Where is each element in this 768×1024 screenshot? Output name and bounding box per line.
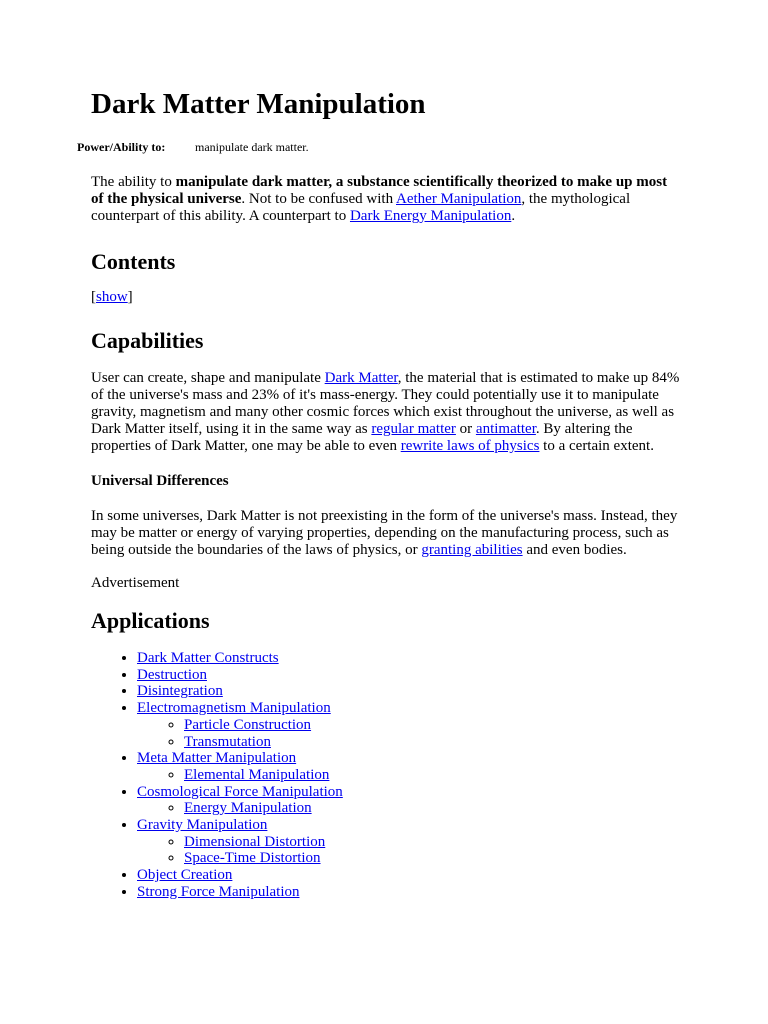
universal-differences-paragraph [91,508,683,559]
contents-heading: Contents [91,249,176,274]
application-sublist [137,767,683,784]
intro-text-4: . [511,208,516,224]
article-body [91,174,683,901]
application-link[interactable]: Cosmological Force Manipulation [137,783,343,800]
application-link[interactable]: Destruction [137,666,207,683]
application-link[interactable]: Dark Matter Constructs [137,650,279,666]
intro-bold-definition: manipulate dark matter, a substance scientifically theorized to make up most of the physical universe [91,174,668,207]
page-title: Dark Matter Manipulation [91,88,426,120]
application-item [137,667,683,684]
application-item [137,750,683,783]
application-link[interactable]: Strong Force Manipulation [137,883,300,900]
advertisement-label: Advertisement [91,575,180,591]
rewrite-laws-of-physics-link[interactable]: rewrite laws of physics [400,438,540,454]
application-sublink[interactable]: Energy Manipulation [184,800,312,817]
application-sublist [137,717,683,750]
application-sublink[interactable]: Transmutation [184,733,271,750]
antimatter-link[interactable]: antimatter [475,421,536,437]
application-sublink[interactable]: Elemental Manipulation [184,766,330,783]
toc-bracket-open: [ [91,289,96,305]
regular-matter-link[interactable]: regular matter [371,421,456,437]
application-link[interactable]: Meta Matter Manipulation [137,750,297,767]
cap-text-1: User can create, shape and manipulate [91,370,325,386]
capabilities-paragraph [91,370,683,455]
power-ability-row [77,139,309,155]
uni-text-2: and even bodies. [522,542,627,558]
dark-matter-link[interactable]: Dark Matter [324,370,398,386]
cap-text-2: , the material that is estimated to make up 84% of the universe's mass and 23% of it's mass-energy. They could potentially use it to manipulate gravity, magnetism and many other cosmic forces which exist throughout the universe, as well as Dark Matter itself, using it in the same way as [91,370,680,437]
application-subitem [184,717,683,734]
dark-energy-manipulation-link[interactable]: Dark Energy Manipulation [349,208,512,224]
cap-text-3: or [455,421,476,437]
power-value: manipulate dark matter. [195,140,309,154]
application-item [137,867,683,884]
application-link[interactable]: Disintegration [137,683,223,700]
application-link[interactable]: Gravity Manipulation [137,817,268,834]
uni-text-1: In some universes, Dark Matter is not preexisting in the form of the universe's mass. Instead, they may be matter or energy of varying properties, depending on the manufacturing process, such as being outside the boundaries of the laws of physics, or [91,508,678,558]
application-sublist [137,834,683,867]
intro-text-1: The ability to [91,174,176,190]
universal-differences-heading: Universal Differences [91,473,229,489]
application-sublink[interactable]: Space-Time Distortion [184,850,321,867]
toc-bracket-close: ] [127,289,133,305]
toc-show-link[interactable]: show [96,289,128,305]
toc-toggle [91,289,683,306]
application-sublist [137,800,683,817]
application-subitem [184,734,683,751]
application-item [137,784,683,817]
intro-text-2: . Not to be confused with [241,191,396,207]
cap-text-4: . By altering the properties of Dark Matter, one may be able to even [91,421,633,454]
application-link[interactable]: Object Creation [137,867,233,884]
application-subitem [184,800,683,817]
aether-manipulation-link[interactable]: Aether Manipulation [396,191,522,207]
application-link[interactable]: Electromagnetism Manipulation [137,700,331,717]
application-item [137,817,683,867]
cap-text-5: to a certain extent. [539,438,654,454]
applications-list [91,650,683,901]
application-subitem [184,834,683,851]
application-item [137,683,683,700]
granting-abilities-link[interactable]: granting abilities [421,542,523,558]
intro-paragraph [91,174,683,225]
application-item [137,700,683,750]
application-sublink[interactable]: Particle Construction [184,716,312,733]
application-item [137,650,683,667]
application-subitem [184,850,683,867]
application-item [137,884,683,901]
application-subitem [184,767,683,784]
power-label: Power/Ability to: [77,140,166,154]
capabilities-heading: Capabilities [91,328,204,353]
intro-text-3: , the mythological counterpart of this ability. A counterpart to [91,191,631,224]
application-sublink[interactable]: Dimensional Distortion [184,833,326,850]
applications-heading: Applications [91,608,210,633]
